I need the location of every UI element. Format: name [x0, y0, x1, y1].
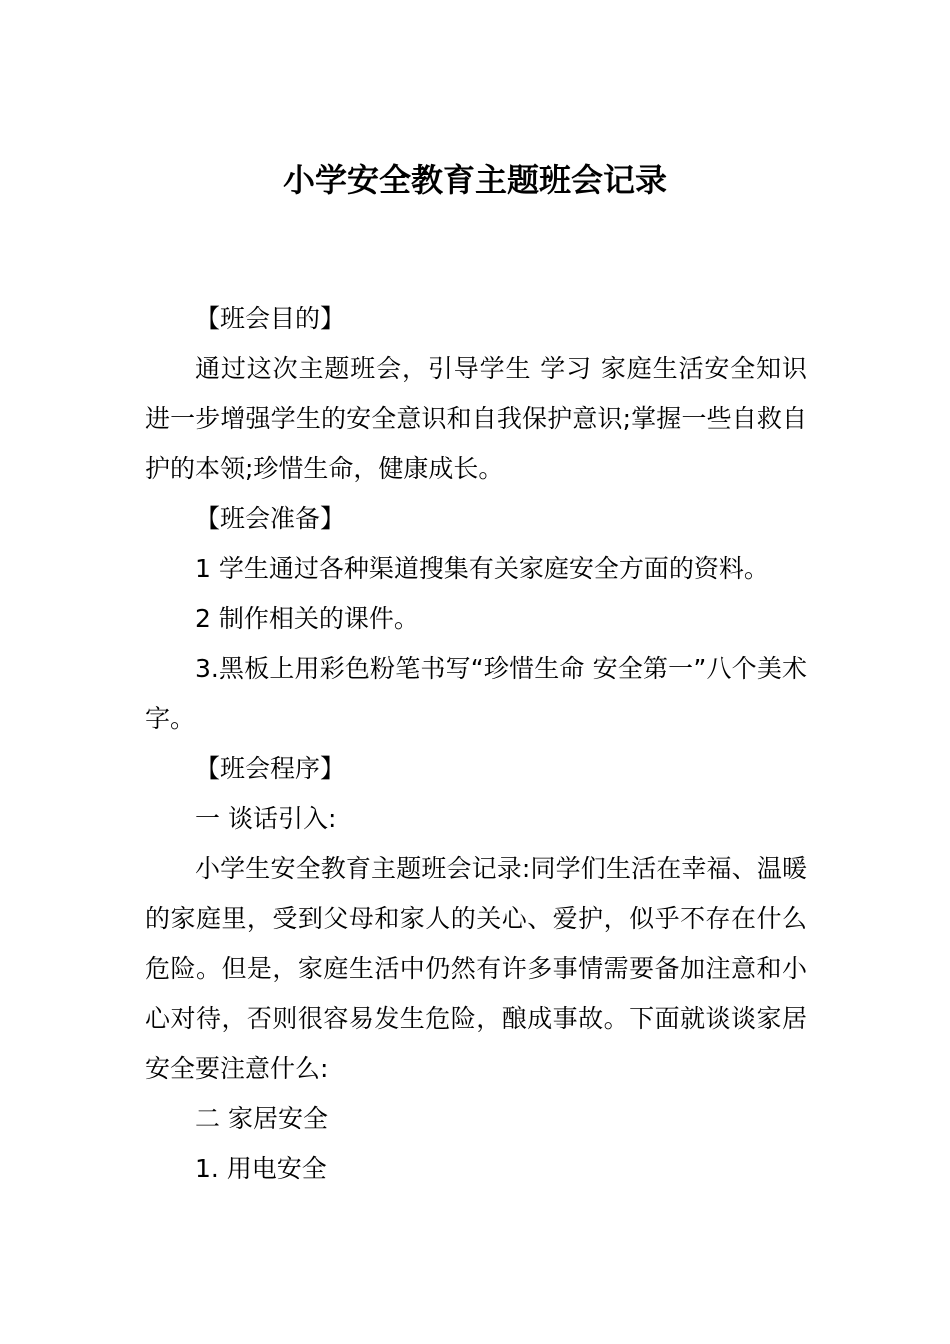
document-title: 小学安全教育主题班会记录	[282, 161, 667, 199]
preparation-item-2: 2 制作相关的课件。	[195, 604, 419, 633]
section-heading-procedure: 【班会程序】	[195, 754, 346, 783]
document-body	[145, 294, 807, 1194]
procedure-step-1-heading: 一 谈话引入:	[195, 804, 337, 833]
procedure-step-2-item-1: 1. 用电安全	[195, 1154, 327, 1183]
procedure-step-1-paragraph: 小学生安全教育主题班会记录:同学们生活在幸福、温暖的家庭里，受到父母和家人的关心、爱护，似乎不存在什么危险。但是，家庭生活中仍然有许多事情需要备加注意和小心对待，否则很容易发生危险，酿成事故。下面就谈谈家居安全要注意什么:	[145, 854, 807, 1083]
preparation-item-1: 1 学生通过各种渠道搜集有关家庭安全方面的资料。	[195, 554, 769, 583]
section-heading-preparation: 【班会准备】	[195, 504, 346, 533]
procedure-step-2-heading: 二 家居安全	[195, 1104, 328, 1133]
preparation-item-3: 3.黑板上用彩色粉笔书写“珍惜生命 安全第一”八个美术字。	[145, 654, 807, 733]
purpose-paragraph: 通过这次主题班会，引导学生 学习 家庭生活安全知识进一步增强学生的安全意识和自我保护意识;掌握一些自救自护的本领;珍惜生命，健康成长。	[145, 354, 807, 483]
section-heading-purpose: 【班会目的】	[195, 304, 346, 333]
